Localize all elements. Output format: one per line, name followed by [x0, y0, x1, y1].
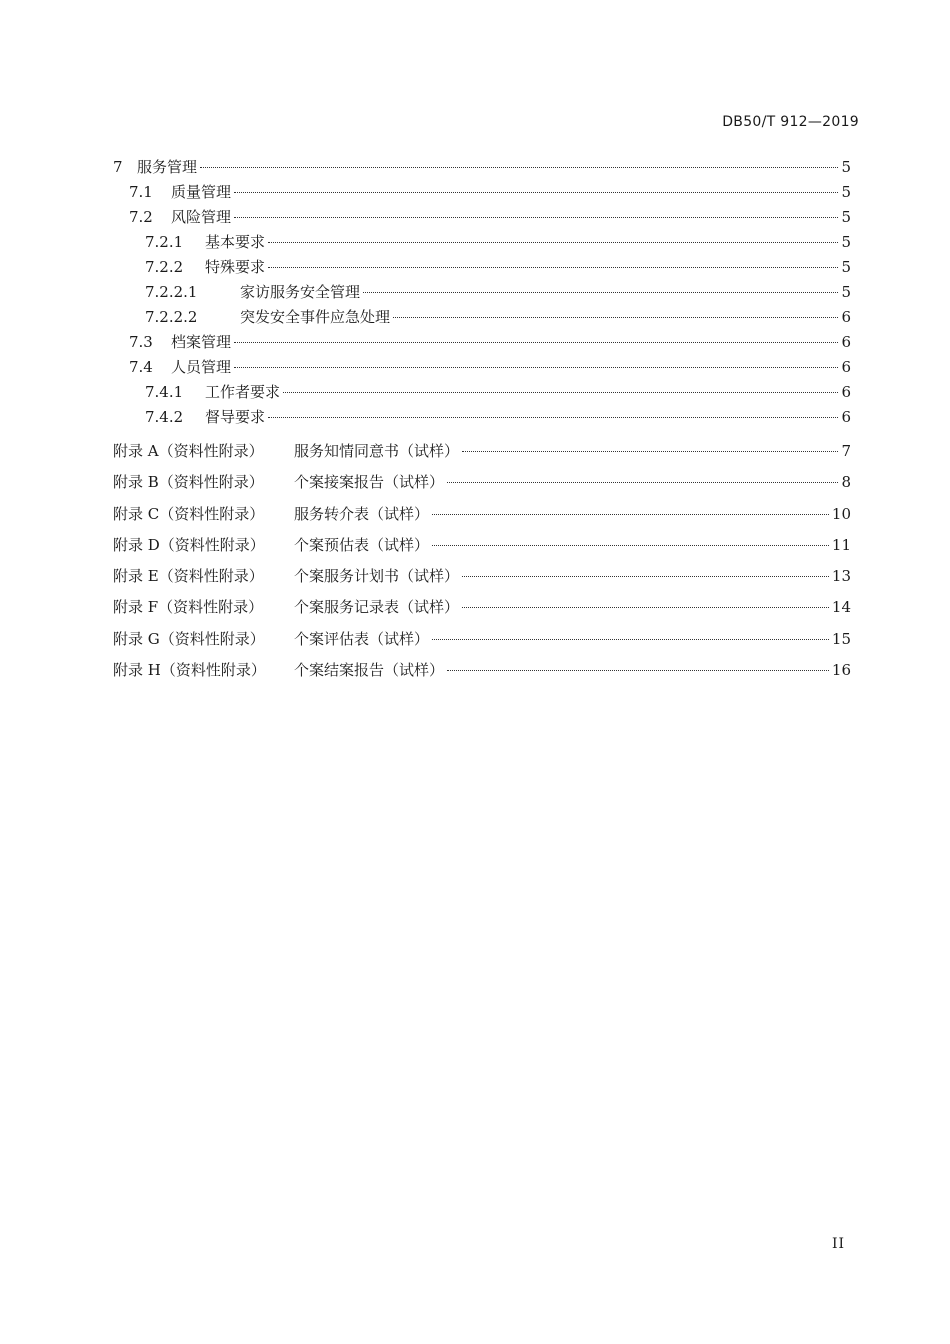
toc-appendix-page: 14: [831, 598, 851, 617]
toc-dot-leader: [462, 576, 829, 577]
toc-appendix-title: 个案评估表（试样）: [294, 629, 430, 648]
toc-entry-number: 7.4: [129, 358, 153, 376]
toc-entry[interactable]: [113, 380, 851, 405]
toc-appendix-page: 7: [841, 442, 851, 460]
toc-entry-page: 5: [841, 158, 851, 176]
toc-appendix-entry[interactable]: [113, 436, 851, 467]
toc-appendix-page: 13: [831, 567, 851, 586]
toc-appendix-label: 附录 A（资料性附录）: [113, 442, 264, 460]
toc-dot-leader: [363, 292, 838, 293]
toc-entry-number: 7.1: [129, 183, 153, 201]
toc-appendix-title: 个案预估表（试样）: [294, 535, 430, 554]
toc-entry-page: 5: [841, 233, 851, 251]
toc-entry-number: 7.3: [129, 333, 153, 351]
toc-appendix-page: 10: [831, 504, 851, 523]
toc-entry-number: 7.4.2: [145, 408, 184, 426]
toc-appendix-entry[interactable]: [113, 655, 851, 686]
toc-dot-leader: [393, 317, 838, 318]
toc-appendix-page: 16: [831, 661, 851, 680]
toc-appendix-label: 附录 B（资料性附录）: [113, 473, 264, 492]
toc-entry[interactable]: [113, 205, 851, 230]
toc-dot-leader: [283, 392, 838, 393]
toc-appendix-title: 个案结案报告（试样）: [294, 661, 445, 680]
toc-appendix-entry[interactable]: [113, 624, 851, 655]
toc-entry[interactable]: [113, 255, 851, 280]
toc-entry-title: 督导要求: [205, 408, 266, 426]
toc-appendix-entry[interactable]: [113, 530, 851, 561]
toc-dot-leader: [432, 639, 829, 640]
toc-dot-leader: [432, 514, 829, 515]
toc-appendix-label: 附录 H（资料性附录）: [113, 661, 266, 680]
toc-appendix-title: 服务知情同意书（试样）: [294, 442, 460, 460]
toc-appendix-entry[interactable]: [113, 561, 851, 592]
toc-dot-leader: [447, 670, 829, 671]
toc-entry[interactable]: [113, 280, 851, 305]
toc-entry-number: 7.2.2: [145, 258, 184, 276]
toc-entry-number: 7.4.1: [145, 383, 184, 401]
toc-entry-page: 6: [841, 333, 851, 351]
toc-entry[interactable]: [113, 230, 851, 255]
toc-entry-page: 6: [841, 358, 851, 376]
toc-entry-title: 工作者要求: [205, 383, 281, 401]
toc-entry-number: 7: [113, 158, 123, 176]
toc-entry-title: 基本要求: [205, 233, 266, 251]
toc-dot-leader: [447, 482, 838, 483]
toc-dot-leader: [432, 545, 829, 546]
toc-appendix-page: 11: [831, 535, 851, 554]
toc-entry-title: 突发安全事件应急处理: [240, 308, 391, 326]
toc-dot-leader: [268, 242, 838, 243]
toc-entry[interactable]: [113, 355, 851, 380]
toc-entry-title: 质量管理: [171, 183, 232, 201]
toc-entry[interactable]: [113, 330, 851, 355]
toc-entry[interactable]: [113, 405, 851, 430]
toc-dot-leader: [462, 451, 838, 452]
toc-entry-page: 5: [841, 208, 851, 226]
toc-entry[interactable]: [113, 155, 851, 180]
toc-appendix-title: 个案服务记录表（试样）: [294, 598, 460, 617]
toc-appendix-page: 8: [841, 473, 851, 492]
toc-entry-number: 7.2: [129, 208, 153, 226]
toc-dot-leader: [234, 367, 838, 368]
toc-appendix-title: 个案接案报告（试样）: [294, 473, 445, 492]
toc-appendix-label: 附录 E（资料性附录）: [113, 567, 264, 586]
toc-entry-number: 7.2.2.2: [145, 308, 198, 326]
toc-dot-leader: [234, 342, 838, 343]
toc-entry-number: 7.2.1: [145, 233, 184, 251]
toc-appendix-title: 服务转介表（试样）: [294, 504, 430, 523]
toc-dot-leader: [234, 217, 838, 218]
toc-appendix-title: 个案服务计划书（试样）: [294, 567, 460, 586]
toc-dot-leader: [234, 192, 838, 193]
toc-entry-title: 特殊要求: [205, 258, 266, 276]
toc-entry-number: 7.2.2.1: [145, 283, 198, 301]
toc-entry-title: 家访服务安全管理: [240, 283, 361, 301]
toc-entry[interactable]: [113, 305, 851, 330]
toc-appendix-label: 附录 G（资料性附录）: [113, 629, 265, 648]
toc-appendix-label: 附录 F（资料性附录）: [113, 598, 264, 617]
toc-appendix-entry[interactable]: [113, 592, 851, 623]
toc-appendix-entry[interactable]: [113, 467, 851, 498]
toc-entry-title: 服务管理: [137, 158, 198, 176]
table-of-contents: [113, 155, 851, 686]
toc-entry-page: 5: [841, 258, 851, 276]
toc-entry-title: 人员管理: [171, 358, 232, 376]
toc-entry-page: 6: [841, 408, 851, 426]
toc-entry-title: 档案管理: [171, 333, 232, 351]
toc-appendix-page: 15: [831, 629, 851, 648]
toc-dot-leader: [462, 607, 829, 608]
toc-dot-leader: [200, 167, 838, 168]
toc-entry-page: 5: [841, 183, 851, 201]
toc-dot-leader: [268, 267, 838, 268]
toc-entry-page: 6: [841, 308, 851, 326]
toc-entry-title: 风险管理: [171, 208, 232, 226]
page-number: II: [831, 1236, 845, 1252]
toc-entry[interactable]: [113, 180, 851, 205]
toc-appendix-entry[interactable]: [113, 499, 851, 530]
toc-appendix-label: 附录 C（资料性附录）: [113, 504, 265, 523]
toc-entry-page: 6: [841, 383, 851, 401]
toc-dot-leader: [268, 417, 838, 418]
document-code: DB50/T 912—2019: [722, 114, 859, 130]
toc-entry-page: 5: [841, 283, 851, 301]
toc-appendix-label: 附录 D（资料性附录）: [113, 535, 265, 554]
